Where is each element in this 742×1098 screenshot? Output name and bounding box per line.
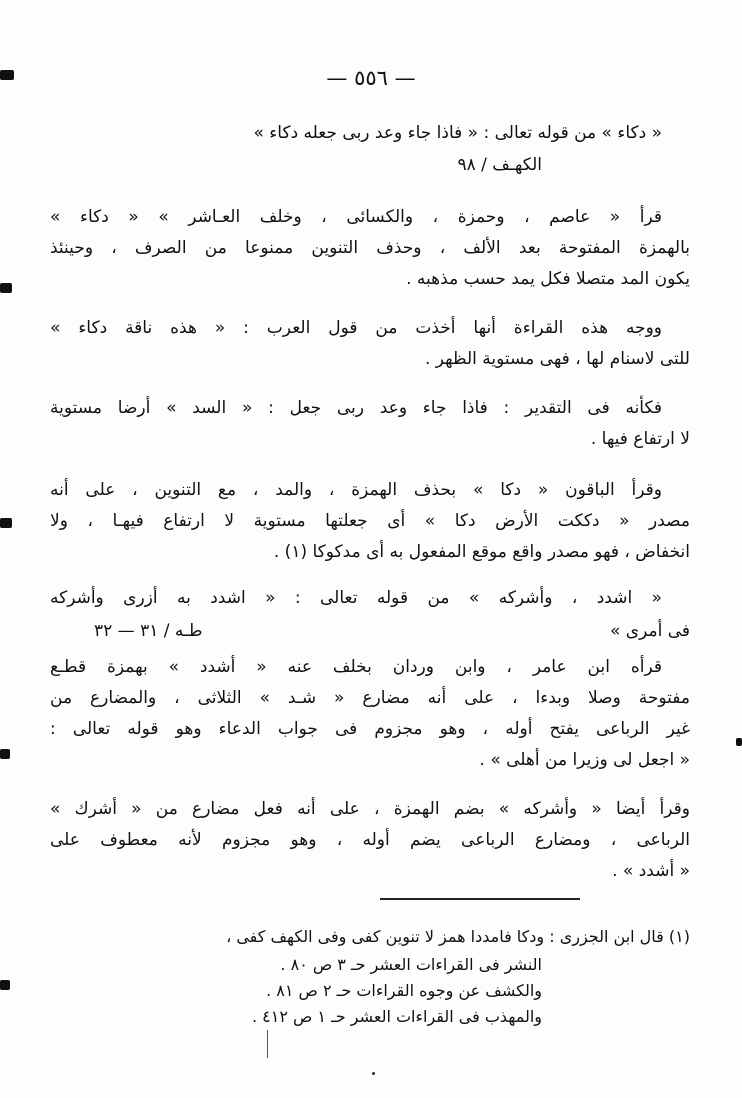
text-line: « أشدد » . [612,861,690,881]
text-line: قرأه ابن عامر ، وابن وردان بخلف عنه « أشدد » بهمزة قطـع [50,657,662,677]
text-line: للتى لاسنام لها ، فهى مستوية الظهر . [424,349,690,369]
text-line: فكأنه فى التقدير : فاذا جاء وعد ربى جعل : « السد » أرضا مستوية [50,398,662,418]
text-line: قرأ « عاصم ، وحمزة ، والكسائى ، وخلف العـاشر » « دكاء » [50,207,662,227]
text-line: « اجعل لى وزيرا من أهلى » . [479,750,690,770]
text-line: « اشدد ، وأشركه » من قوله تعالى : « اشدد به أزرى وأشركه [50,588,662,608]
text-line: وقرأ الباقون « دكا » بحذف الهمزة ، والمد ، مع التنوين ، على أنه [50,480,662,500]
text-line: وقرأ أيضا « وأشركه » بضم الهمزة ، على أنه فعل مضارع من « أشرك » [50,799,690,819]
text-line: « دكاء » من قوله تعالى : « فاذا جاء وعد ربى جعله دكاء » [253,123,662,143]
text-line: لا ارتفاع فيها . [590,429,690,449]
text-line: انخفاض ، فهو مصدر واقع موقع المفعول به أى مدكوكا (١) . [273,542,690,562]
text-line: الرباعى ، ومضارع الرباعى يضم أوله ، وهو مجزوم لأنه معطوف على [50,830,690,850]
footnote-separator [380,898,580,900]
page-number: — ٥٥٦ — [326,66,416,90]
footnote-line: النشر فى القراءات العشر حـ ٣ ص ٨٠ . [280,955,542,974]
text-line: ووجه هذه القراءة أنها أخذت من قول العرب : « هذه ناقة دكاء » [50,318,662,338]
right-margin-mark [736,738,742,746]
text-line: فى أمرى » [609,621,690,641]
scan-artifact-line [267,1030,268,1058]
left-margin-mark-5 [0,980,10,990]
footnote-line: والكشف عن وجوه القراءات حـ ٢ ص ٨١ . [266,981,542,1000]
left-margin-mark-4 [0,749,10,759]
left-margin-mark-3 [0,518,12,528]
footnote-line: (١) قال ابن الجزرى : ودكا فامددا همز لا تنوين كفى وفى الكهف كفى ، [226,927,690,946]
left-margin-mark-2 [0,283,12,293]
text-line: مصدر « دككت الأرض دكا » أى جعلتها مستوية لا ارتفاع فيهـا ، ولا [50,511,690,531]
text-line: غير الرباعى يفتح أوله ، وهو مجزوم فى جواب الدعاء وهو قوله تعالى : [50,719,690,739]
scan-speck [372,1072,375,1075]
footnote-line: والمهذب فى القراءات العشر حـ ١ ص ٤١٢ . [251,1007,542,1026]
verse-reference: طـه / ٣١ — ٣٢ [94,621,203,641]
verse-reference: الكهـف / ٩٨ [457,155,542,175]
text-line: بالهمزة المفتوحة بعد الألف ، وحذف التنوين ممنوعا من الصرف ، وحينئذ [50,238,690,258]
text-line: يكون المد متصلا فكل يمد حسب مذهبه . [406,269,690,289]
text-line: مفتوحة وصلا وبدءا ، على أنه مضارع « شـد » الثلاثى ، والمضارع من [50,688,690,708]
